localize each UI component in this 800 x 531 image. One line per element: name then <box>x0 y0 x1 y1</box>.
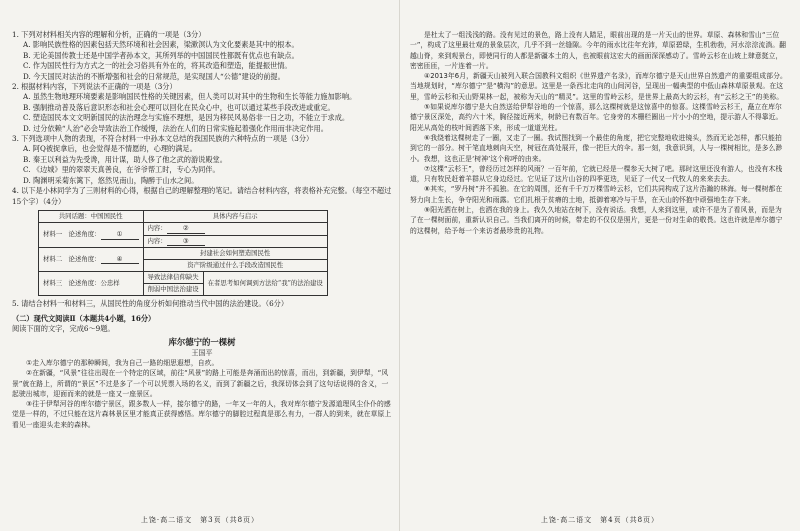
article-paragraph: ③往于伊犁河谷的库尔德宁景区，跟多数人一样，接尔德宁的路，一年又一年的人，我对库尔德宁发源道理风尘仆仆的感觉是一样的，不过只能在这片森林景区里才能真正获得感悟。库尔德宁的脚腔过程真是那么有力，一群人的到来，就在草原上看见一座迎头走来的森林。 <box>12 400 392 429</box>
option-b: B. 强制推动普及落后意识形态和社会心理可以回化在民众心中，也可以通过某些手段改进或重定。 <box>23 102 335 112</box>
option-d: D. 今天国民对法治的不断增强和社会的日常规范，是实现国人“公德”建设的前提。 <box>23 71 285 81</box>
page-footer: 上饶·高二语文 第4页（共8页） <box>540 516 660 524</box>
option-a: A. 阿Q被捉拿后，也会觉得是不情愿的，心理的满足。 <box>23 144 197 154</box>
table-row1-content-b <box>143 235 327 248</box>
article-paragraph: ①走入库尔德宁的那种瞬间，我为自己一路的细思遐想，自疚。 <box>26 358 219 367</box>
question-1 <box>12 30 392 82</box>
content-prefix: 内容： <box>147 223 167 232</box>
option-a: A. 虽然生物地理环境要素是影响国民性格的关键因素，但人类可以对其中的生物和生长等能力施加影响。 <box>23 92 357 102</box>
table-row3-content-c: 在者思考如何调到方法给“我”的法治建设 <box>203 272 327 296</box>
page-footer: 上饶·高二语文 第3页（共8页） <box>140 516 260 524</box>
table-row3-label: 材料三 论述角度：公忠样 <box>39 272 144 296</box>
table-row3-content-a: 导致法律信仰缺失 <box>143 272 203 284</box>
question-2 <box>12 82 392 134</box>
section-lead: 阅读下面的文字，完成6～9题。 <box>12 323 115 333</box>
answer-blank-3[interactable]: ③ <box>167 237 205 247</box>
question-stem: 3. 下列选项中人物的表现，不符合材料一中孙本文总结的我国民族的六种特点的一项是（3分） <box>12 134 314 144</box>
option-b: B. 秦王以利益为先受谗，用计谋，助人侈了他之武的游说殿堂。 <box>23 154 227 164</box>
option-d: D. 陶渊明采菊东篱下，悠然见南山，陶醉于山水之间。 <box>23 175 199 185</box>
option-a: A. 影响民族性格的因素包括天然环境和社会因素，梁漱溟认为文化要素是其中的根本。 <box>23 40 299 50</box>
table-row3-content-b: 削弱中国法治建设 <box>143 284 203 296</box>
article-paragraph: ④2013年6月，新疆天山被列入联合国教科文组织《世界遗产名录》，而库尔德宁是天山世界自然遗产的重要组成部分。当地规划时，“库尔德宁”是“横沟”的意思。这里是一条西北走向的山间河谷，呈现出一幅典型的中低山森林草原景观。在这里，雪岭云杉和天山野果林一起，被称为天山的“精灵”。这里的雪岭云杉，是世界上最高大的云杉，有“云杉之王”的美称。 <box>410 72 787 101</box>
question-5: 5. 请结合材料一和材料三，从国民性的角度分析如何推动当代中国的法治建设。（6分） <box>12 299 289 309</box>
article-paragraph: ⑧其实，“罗丹树”并不孤独。在它的周围，还有千千万万棵雪岭云杉，它们共同构成了这片浩瀚的林海。每一棵树都在努力向上生长，争夺阳光和雨露。它们扎根于贫瘠的土地，抵御着寒冷与干旱，在天山的怀抱中顽强地生存下来。 <box>410 185 783 204</box>
question-stem: 2. 根据材料内容，下列说法不正确的一项是（3分） <box>12 82 177 92</box>
row1-label-text: 材料一 论述角度： <box>43 230 101 239</box>
question-4 <box>12 186 392 296</box>
notes-table <box>38 210 328 296</box>
article-paragraph: ②在新疆，“风景”往往出现在一个特定的区域，前往“风景”的路上可能是奔涌而出的惊喜，而出，到新疆，到伊犁，“风景”就在路上，所谓的“景区”不过是多了一个可以凭票入场的名义，而到了新疆之后，我深切体会到了这句话说得的含义，一起驶出城市，迎面而来的就是一座又一座景区。 <box>12 369 389 398</box>
answer-blank-2[interactable]: ② <box>167 224 205 234</box>
article-paragraph: ⑨阳光洒在树上，也洒在我的身上。我久久地站在树下，没有说话。我想，人来到这里，或许不是为了看风景，而是为了在一棵树面前，重新认识自己。当我们离开的时候，带走的不仅仅是照片，更是一份对生命的敬畏。这也许就是库尔德宁的这棵树，给予每一个来访者最珍贵的礼物。 <box>410 206 783 235</box>
content-prefix: 内容： <box>147 236 167 245</box>
table-row1-label <box>39 222 144 247</box>
answer-blank-1[interactable]: ① <box>101 230 139 240</box>
page-4 <box>400 0 800 531</box>
table-head-right: 具体内容与启示 <box>143 210 327 222</box>
option-c: C. 塑造国民本文文明新国民的法治理念与实施不理想，是因为移民风易俗非一日之功，不能立于求成。 <box>23 113 350 123</box>
option-c: C. 作为国民性行为方式之一的社会习俗具有外在的，将其改造和塑造，能提振世情。 <box>23 61 292 71</box>
option-b: B. 无论美国传教士还是中国学者孙本文，其所列举的中国国民性都既有优点也有缺点。 <box>23 50 299 60</box>
question-stem: 1. 下列对材料相关内容的理解和分析，正确的一项是（3分） <box>12 30 206 39</box>
article-paragraph: ⑥我绕着这棵树走了一圈，又走了一圈。我试图找到一个最佳的角度，把它完整地收进镜头，然而无论怎样，都只能拍到它的一部分。树干笔直地刺向天空，树冠在高处展开，像一把巨大的伞。那一刻，我意识到，人与一棵树相比，是多么渺小。我想，这也正是‘树神’这个称呼的由来。 <box>410 133 783 163</box>
table-row2-content-b: 资产阶级通过什么手段改造国民性 <box>143 260 327 272</box>
answer-blank-4[interactable]: ④ <box>101 255 139 265</box>
section-heading: （二）现代文阅读Ⅱ（本题共4小题，16分） <box>12 313 156 323</box>
article-paragraph: 是杜太了一组浅浅的路。没有见过的景色，路上没有人踏足，眼前出现的是一片天山的世界。草原、森林和雪山“三位一”，构成了这里最壮观的景象层次，几乎不到一丝缝隙。今年的雨水比往年充沛，草原碧绿，生机勃勃，河水淙淙流淌。翻越山脊，来到观景台，即使同行的人都是新疆本土的人，也被眼前这宏大的画面深深感动了。雪岭云杉在山坡上肆意挺立，密密匝匝，一片连着一片。 <box>410 31 787 70</box>
article-title: 库尔德宁的一棵树 <box>168 336 236 347</box>
table-row2-label <box>39 248 144 272</box>
table-head-left: 共同话题：中国国民性 <box>39 210 144 222</box>
article-author: 王国平 <box>191 348 213 357</box>
article-paragraph: ⑦这棵“云杉王”，曾经历过怎样的风雨？一百年前，它就已经是一棵参天大树了吧。那时这里还没有游人，也没有木栈道，只有牧民赶着羊群从它身边经过。它见证了这片山谷的四季更迭，见证了一代又一代牧人的来来去去。 <box>410 164 783 184</box>
question-stem: 4. 以下是小林同学为了三则材料的心得，根据自己的理解整理的笔记。请结合材料内容，将表格补充完整。（每空不超过15个字）（4分） <box>12 186 392 206</box>
option-c: C. 《边城》里的翠翠天真善良，在爷爷帮工时，专心为同伴。 <box>23 165 220 175</box>
row2-label-text: 材料二 论述角度： <box>43 254 101 263</box>
table-row2-content-a: 封建社会如何塑造国民性 <box>143 248 327 260</box>
question-3 <box>12 134 392 186</box>
table-row1-content-a <box>143 222 327 235</box>
option-d: D. 过分依赖“人治”必会导致法治工作缓慢，法治在人们的日常实施起着强化作用而非决定作用。 <box>23 123 328 133</box>
article-paragraph: ⑤如果说库尔德宁是大自然送给伊犁谷地的一个惊喜，那么这棵树就是这惊喜中的惊喜。这棵雪岭云杉王，矗立在库尔德宁景区深处，高约六十米，胸径接近两米，树龄已有数百年。它身旁的木栅栏圈出一片小小的空地，提示游人不得靠近。阳光从高处的枝叶间洒落下来，形成一道道光柱。 <box>410 103 783 132</box>
